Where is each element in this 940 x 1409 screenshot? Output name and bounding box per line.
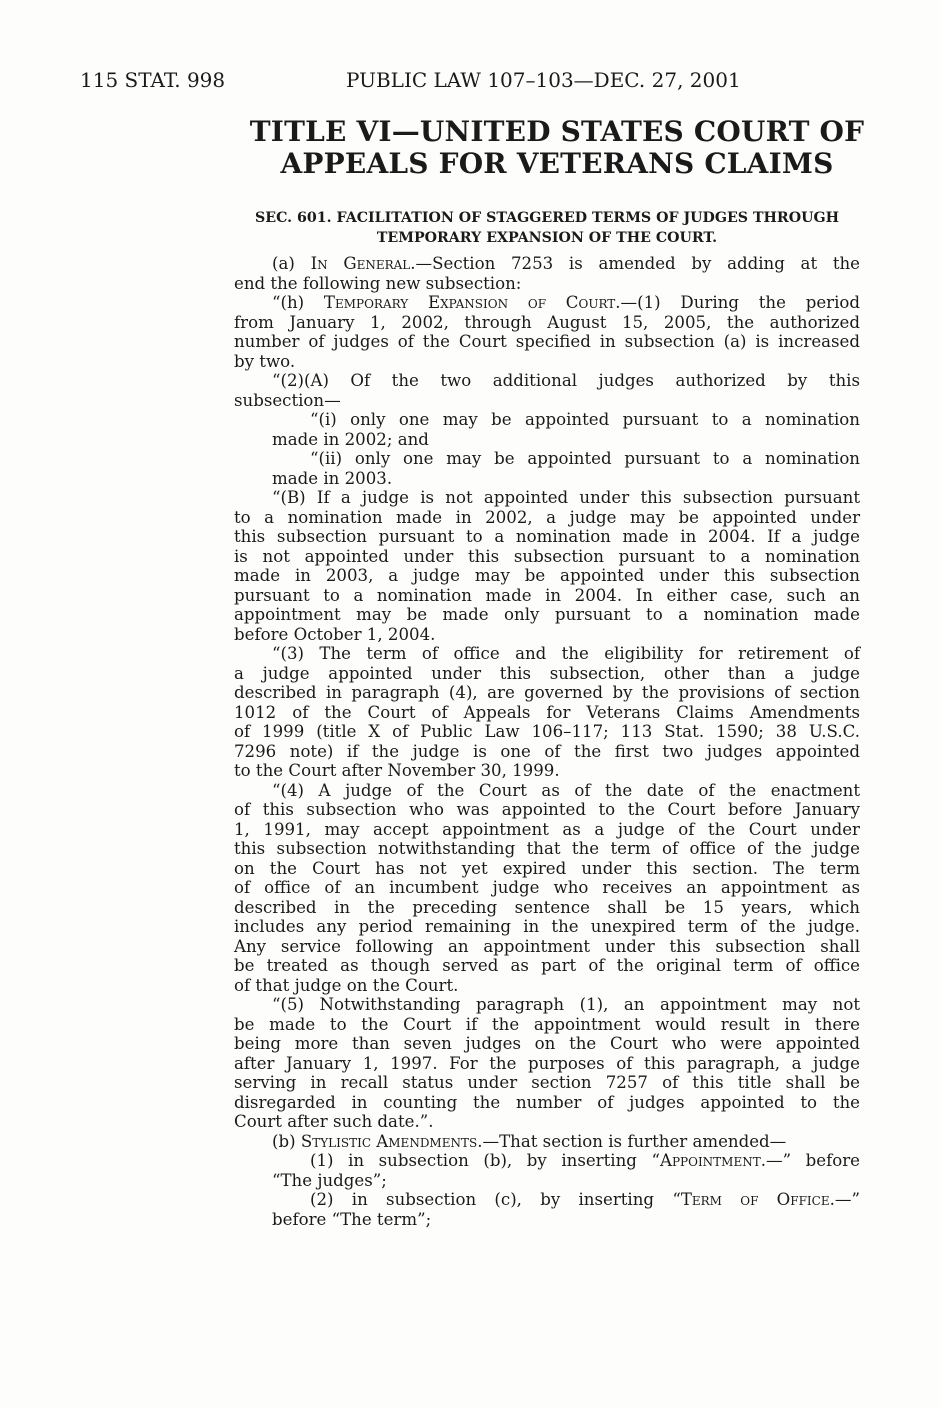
text-line [234, 683, 860, 703]
text-line [234, 469, 860, 489]
text-run: by two. [234, 351, 296, 371]
text-run: .—” before [760, 1151, 860, 1170]
text-line [234, 820, 860, 840]
text-run: 7296 note) if the judge is one of the first two judges appointed [234, 741, 860, 761]
text-line [234, 917, 860, 937]
text-line [234, 527, 860, 547]
text-line [234, 956, 860, 976]
section-heading [234, 208, 860, 248]
text-line [234, 566, 860, 586]
text-line [234, 1073, 860, 1093]
text-line [234, 859, 860, 879]
text-run: of that judge on the Court. [234, 975, 459, 995]
text-run: made in 2003, a judge may be appointed under this subsection [234, 566, 860, 585]
text-line [234, 508, 860, 528]
text-line [234, 254, 860, 274]
text-run: to the Court after November 30, 1999. [234, 761, 560, 780]
small-caps-run: In General [310, 254, 411, 273]
text-line [234, 605, 860, 625]
text-line [234, 703, 860, 723]
small-caps-run: Temporary Expansion of Court [323, 293, 616, 312]
text-run: 1, 1991, may accept appointment as a judge of the Court under [234, 819, 860, 839]
text-line [234, 547, 860, 567]
public-law-date: PUBLIC LAW 107–103—DEC. 27, 2001 [346, 68, 741, 92]
text-run: (b) [272, 1131, 301, 1151]
text-run: “(4) A judge of the Court as of the date of the enactment [272, 780, 860, 800]
text-line [234, 976, 860, 996]
text-run: subsection— [234, 390, 341, 410]
text-line [234, 1015, 860, 1035]
text-line [234, 586, 860, 606]
text-run: to a nomination made in 2002, a judge may be appointed under [234, 507, 860, 527]
text-run: disregarded in counting the number of judges appointed to the [234, 1092, 860, 1112]
text-run: be made to the Court if the appointment would result in there [234, 1014, 860, 1034]
text-run: (1) in subsection (b), by inserting “ [310, 1151, 660, 1170]
text-run: includes any period remaining in the unexpired term of the judge. [234, 917, 860, 936]
text-run: “(3) The term of office and the eligibility for retirement of [272, 644, 860, 663]
text-run: “(5) Notwithstanding paragraph (1), an appointment may not [272, 995, 860, 1014]
text-line [234, 410, 860, 430]
text-run: “(ii) only one may be appointed pursuant to a nomination [310, 449, 860, 468]
text-run: described in paragraph (4), are governed by the provisions of section [234, 683, 860, 702]
text-run: “(i) only one may be appointed pursuant to a nomination [310, 410, 860, 429]
text-run: serving in recall status under section 7257 of this title shall be [234, 1073, 860, 1092]
text-line [234, 293, 860, 313]
text-line [234, 488, 860, 508]
text-run: described in the preceding sentence shall be 15 years, which [234, 897, 860, 917]
text-line [234, 800, 860, 820]
text-line [234, 430, 860, 450]
text-line [234, 352, 860, 372]
text-run: on the Court has not yet expired under this section. The term [234, 858, 860, 878]
text-run: of 1999 (title X of Public Law 106–117; 113 Stat. 1590; 38 U.S.C. [234, 722, 860, 741]
text-line [234, 1034, 860, 1054]
text-run: “(B) If a judge is not appointed under this subsection pursuant [272, 488, 860, 507]
text-run: .—That section is further amended— [477, 1131, 787, 1151]
section-heading-line: SEC. 601. FACILITATION OF STAGGERED TERMS OF JUDGES THROUGH [255, 210, 839, 226]
text-line [234, 1171, 860, 1191]
text-line [234, 1112, 860, 1132]
text-run: being more than seven judges on the Court who were appointed [234, 1034, 860, 1053]
text-line [234, 1210, 860, 1230]
statute-page-number: 115 STAT. 998 [80, 68, 226, 92]
small-caps-run: Term of Office [680, 1190, 830, 1209]
text-line [234, 1190, 860, 1210]
text-run: made in 2003. [272, 468, 393, 488]
text-run: this subsection notwithstanding that the term of office of the judge [234, 839, 860, 858]
text-line [234, 274, 860, 294]
text-line [234, 313, 860, 333]
text-line [234, 1132, 860, 1152]
text-line [234, 332, 860, 352]
text-run: before October 1, 2004. [234, 624, 436, 644]
text-run: appointment may be made only pursuant to a nomination made [234, 605, 860, 624]
title-line: TITLE VI—UNITED STATES COURT OF [249, 115, 865, 148]
text-line [234, 742, 860, 762]
text-line [234, 371, 860, 391]
text-line [234, 1093, 860, 1113]
text-line [234, 644, 860, 664]
text-line [234, 625, 860, 645]
text-run: made in 2002; and [272, 429, 429, 449]
small-caps-run: Appointment [659, 1151, 761, 1170]
text-run: after January 1, 1997. For the purposes of this paragraph, a judge [234, 1053, 860, 1073]
text-line [234, 391, 860, 411]
text-run: this subsection pursuant to a nomination made in 2004. If a judge [234, 527, 860, 546]
text-run: number of judges of the Court specified in subsection (a) is increased [234, 332, 860, 351]
text-run: “(h) [272, 293, 324, 312]
text-line [234, 937, 860, 957]
text-line [234, 839, 860, 859]
text-run: be treated as though served as part of the original term of office [234, 956, 860, 975]
text-run: .—(1) During the period [615, 293, 860, 312]
text-line [234, 878, 860, 898]
text-run: of office of an incumbent judge who receives an appointment as [234, 878, 860, 897]
text-run: “(2)(A) Of the two additional judges authorized by this [272, 371, 860, 390]
text-run: (a) [272, 254, 311, 273]
text-run: of this subsection who was appointed to the Court before January [234, 800, 860, 819]
text-run: “The judges”; [272, 1170, 387, 1190]
text-line [234, 449, 860, 469]
title-line: APPEALS FOR VETERANS CLAIMS [280, 147, 834, 180]
text-run: from January 1, 2002, through August 15, 2005, the authorized [234, 312, 860, 332]
text-line [234, 995, 860, 1015]
running-header [0, 68, 940, 92]
text-run: 1012 of the Court of Appeals for Veterans Claims Amendments [234, 702, 860, 722]
section-heading-line: TEMPORARY EXPANSION OF THE COURT. [376, 230, 718, 246]
text-line [234, 664, 860, 684]
text-line [234, 761, 860, 781]
small-caps-run: Stylistic Amendments [300, 1131, 478, 1151]
text-line [234, 1054, 860, 1074]
text-run: a judge appointed under this subsection, other than a judge [234, 663, 860, 683]
text-run: pursuant to a nomination made in 2004. In either case, such an [234, 585, 860, 605]
text-line [234, 722, 860, 742]
text-run: (2) in subsection (c), by inserting “ [310, 1190, 681, 1209]
text-run: Any service following an appointment under this subsection shall [234, 936, 860, 956]
text-run: is not appointed under this subsection pursuant to a nomination [234, 546, 860, 566]
text-line [234, 898, 860, 918]
text-line [234, 781, 860, 801]
title-heading [232, 116, 882, 180]
text-run: Court after such date.”. [234, 1112, 434, 1131]
text-run: .—Section 7253 is amended by adding at the [410, 254, 860, 273]
text-line [234, 1151, 860, 1171]
text-run: end the following new subsection: [234, 273, 522, 293]
text-run: before “The term”; [272, 1209, 432, 1229]
text-run: .—” [829, 1190, 860, 1209]
section-body [234, 254, 860, 1229]
